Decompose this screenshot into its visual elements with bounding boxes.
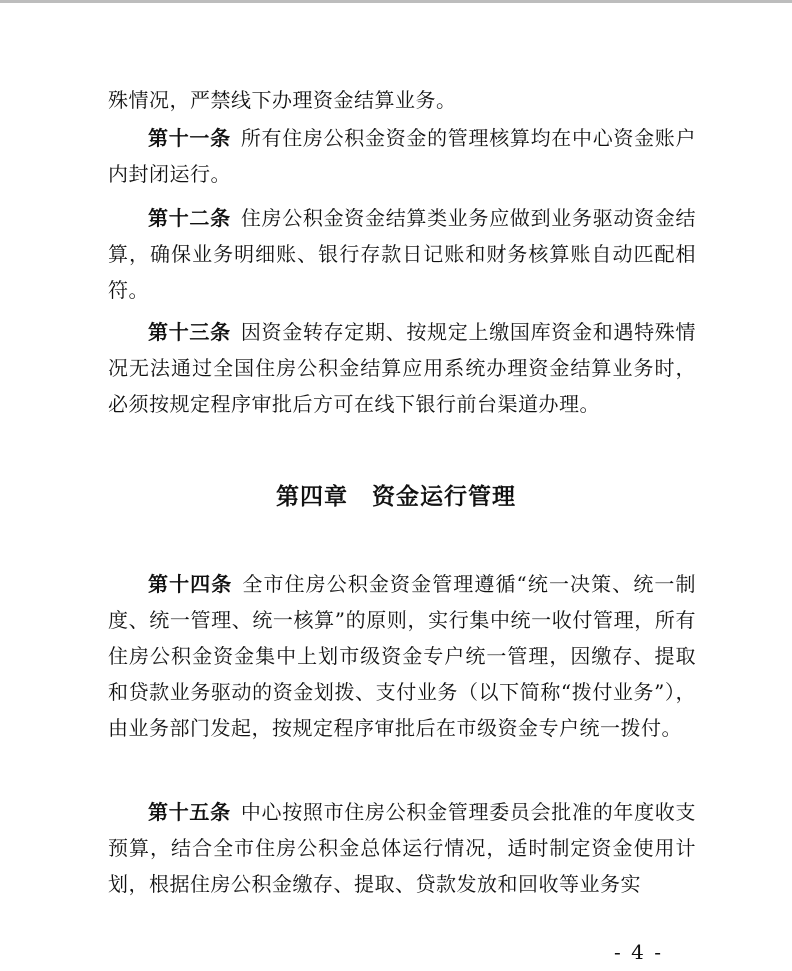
article-14: [108, 566, 696, 746]
article-15: [108, 794, 696, 902]
article-text: 中心按照市住房公积金管理委员会批准的年度收支预算，结合全市住房公积金总体运行情况，适时制定资金使用计划，根据住房公积金缴存、提取、贷款发放和回收等业务实: [108, 800, 697, 896]
article-11: [108, 120, 696, 192]
article-12: [108, 200, 696, 308]
article-number: 第十三条: [148, 320, 231, 344]
article-text: 全市住房公积金资金管理遵循“统一决策、统一制度、统一管理、统一核算”的原则，实行集中统一收付管理，所有住房公积金资金集中上划市级资金专户统一管理，因缴存、提取和贷款业务驱动的资金划拨、支付业务（以下简称“拨付业务”），由业务部门发起，按规定程序审批后在市级资金专户统一拨付。: [108, 572, 697, 740]
paragraph-continuation: 殊情况，严禁线下办理资金结算业务。: [108, 88, 457, 112]
article-text: 住房公积金资金结算类业务应做到业务驱动资金结算，确保业务明细账、银行存款日记账和财务核算账自动匹配相符。: [108, 206, 697, 302]
page-number: - 4 -: [614, 940, 663, 964]
article-number: 第十五条: [148, 800, 231, 824]
chapter-title: 第四章 资金运行管理: [276, 484, 516, 510]
article-number: 第十二条: [148, 206, 231, 230]
article-text: 因资金转存定期、按规定上缴国库资金和遇特殊情况无法通过全国住房公积金结算应用系统办理资金结算业务时，必须按规定程序审批后方可在线下银行前台渠道办理。: [108, 320, 697, 416]
article-number: 第十一条: [148, 126, 231, 150]
article-number: 第十四条: [148, 572, 233, 596]
article-13: [108, 314, 696, 422]
page-top-border: [0, 0, 792, 3]
article-text: 所有住房公积金资金的管理核算均在中心资金账户内封闭运行。: [108, 126, 697, 186]
